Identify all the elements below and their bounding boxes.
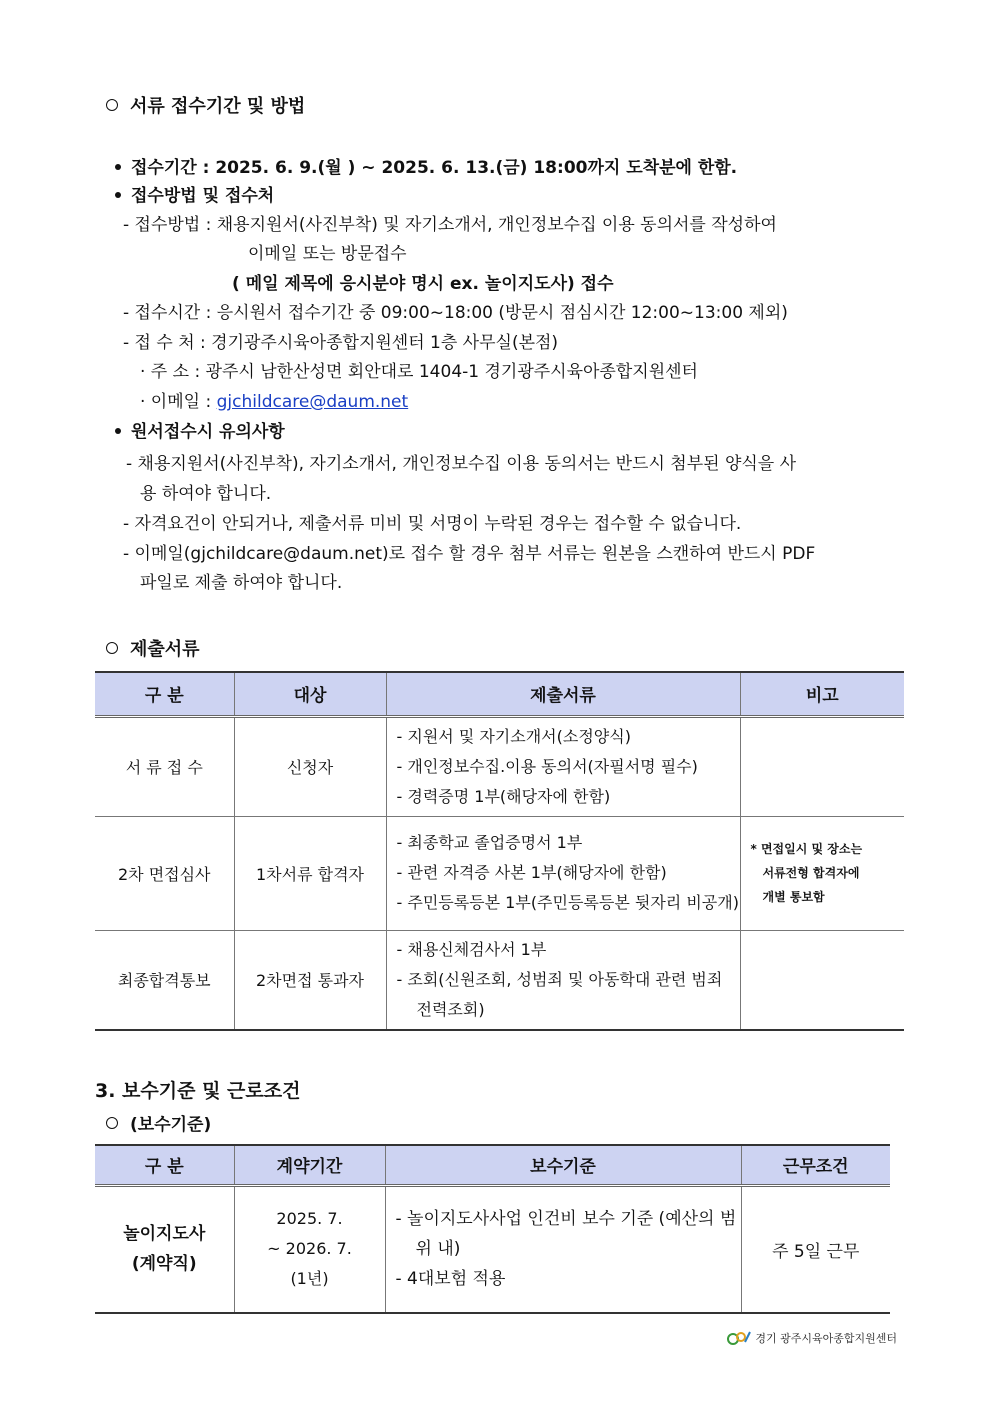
row-target: 신청자 — [234, 716, 386, 816]
reception-place: - 접 수 처 : 경기광주시육아종합지원센터 1층 사무실(본점) — [123, 333, 559, 353]
leaf-logo-icon — [727, 1330, 751, 1346]
notice-line: - 채용지원서(사진부착), 자기소개서, 개인정보수집 이용 동의서는 반드시 첨부된 양식을 사 — [126, 454, 797, 474]
section-title-pay: 3. 보수기준 및 근로조건 — [95, 1080, 301, 1102]
email-link[interactable]: gjchildcare@daum.net — [216, 392, 409, 412]
row-target: 1차서류 합격자 — [234, 816, 386, 930]
dot-bullet-icon — [115, 164, 121, 170]
document-item: - 관련 자격증 사본 1부(해당자에 한함) — [396, 863, 667, 882]
header-target: 대상 — [234, 672, 386, 716]
dot-bullet-icon — [115, 192, 121, 198]
row-documents — [386, 816, 740, 930]
row-category: 2차 면접심사 — [95, 816, 234, 930]
document-item: - 채용신체검사서 1부 — [396, 939, 547, 959]
notice-line: 용 하여야 합니다. — [140, 484, 272, 504]
reception-email: · 이메일 : gjchildcare@daum.net — [140, 392, 409, 412]
header-period: 계약기간 — [234, 1145, 385, 1185]
table-row — [95, 1185, 890, 1313]
notice-line: 파일로 제출 하여야 합니다. — [140, 573, 343, 593]
subsection-title-pay: (보수기준) — [106, 1110, 211, 1135]
row-category: 놀이지도사 (계약직) — [95, 1185, 234, 1313]
table-header-row — [95, 1145, 890, 1185]
row-note — [740, 716, 904, 816]
notice-line: - 자격요건이 안되거나, 제출서류 미비 및 서명이 누락된 경우는 접수할 수 없습니다. — [123, 514, 742, 534]
circle-bullet-icon — [106, 1117, 118, 1129]
header-pay: 보수기준 — [385, 1145, 741, 1185]
pay-table — [95, 1144, 890, 1314]
document-item: - 경력증명 1부(해당자에 한함) — [396, 786, 611, 806]
table-row — [95, 930, 904, 1030]
row-documents — [386, 716, 740, 816]
row-documents — [386, 930, 740, 1030]
pay-item: - 놀이지도사사업 인건비 보수 기준 (예산의 범위 내) — [395, 1209, 737, 1260]
document-item: - 조회(신원조회, 성범죄 및 아동학대 관련 범죄 전력조회) — [396, 969, 723, 1019]
header-condition: 근무조건 — [741, 1145, 890, 1185]
row-period: 2025. 7. ~ 2026. 7. (1년) — [234, 1185, 385, 1313]
circle-bullet-icon — [106, 99, 118, 111]
notice-title: 원서접수시 유의사항 — [115, 420, 285, 444]
section-title-documents: 제출서류 — [106, 635, 200, 661]
reception-address: · 주 소 : 광주시 남한산성면 회안대로 1404-1 경기광주시육아종합지원센터 — [140, 362, 698, 382]
notice-line: - 이메일(gjchildcare@daum.net)로 접수 할 경우 첨부 서류는 원본을 스캔하여 반드시 PDF — [123, 544, 816, 564]
row-target: 2차면접 통과자 — [234, 930, 386, 1030]
header-category: 구 분 — [95, 672, 234, 716]
section-title-application: 서류 접수기간 및 방법 — [106, 92, 305, 118]
header-category: 구 분 — [95, 1145, 234, 1185]
header-note: 비고 — [740, 672, 904, 716]
row-note: * 면접일시 및 장소는 서류전형 합격자에 개별 통보함 — [740, 816, 904, 930]
table-row — [95, 816, 904, 930]
method-line: 이메일 또는 방문접수 — [248, 244, 407, 264]
table-row — [95, 716, 904, 816]
document-item: - 개인정보수집.이용 동의서(자필서명 필수) — [396, 756, 698, 776]
dot-bullet-icon — [115, 428, 121, 434]
row-category: 최종합격통보 — [95, 930, 234, 1030]
header-documents: 제출서류 — [386, 672, 740, 716]
table-header-row — [95, 672, 904, 716]
footer-logo — [727, 1330, 897, 1346]
document-item: - 최종학교 졸업증명서 1부 — [396, 833, 583, 852]
method-line: - 접수방법 : 채용지원서(사진부착) 및 자기소개서, 개인정보수집 이용 동의서를 작성하여 — [123, 215, 777, 235]
method-email-subject: ( 메일 제목에 응시분야 명시 ex. 놀이지도사) 접수 — [232, 274, 614, 294]
row-category: 서 류 접 수 — [95, 716, 234, 816]
document-item: - 주민등록등본 1부(주민등록등본 뒷자리 비공개) — [396, 893, 739, 912]
documents-table — [95, 671, 904, 1031]
circle-bullet-icon — [106, 642, 118, 654]
row-note — [740, 930, 904, 1030]
method-title: 접수방법 및 접수처 — [115, 184, 274, 208]
footer-org-name: 경기 광주시육아종합지원센터 — [755, 1332, 897, 1345]
application-period: 접수기간 : 2025. 6. 9.(월 ) ~ 2025. 6. 13.(금) 18:00까지 도착분에 한함. — [115, 156, 737, 180]
row-pay — [385, 1185, 741, 1313]
pay-item: - 4대보험 적용 — [395, 1269, 506, 1290]
document-item: - 지원서 및 자기소개서(소정양식) — [396, 726, 631, 746]
reception-time: - 접수시간 : 응시원서 접수기간 중 09:00~18:00 (방문시 점심시간 12:00~13:00 제외) — [123, 303, 788, 323]
row-condition: 주 5일 근무 — [741, 1185, 890, 1313]
